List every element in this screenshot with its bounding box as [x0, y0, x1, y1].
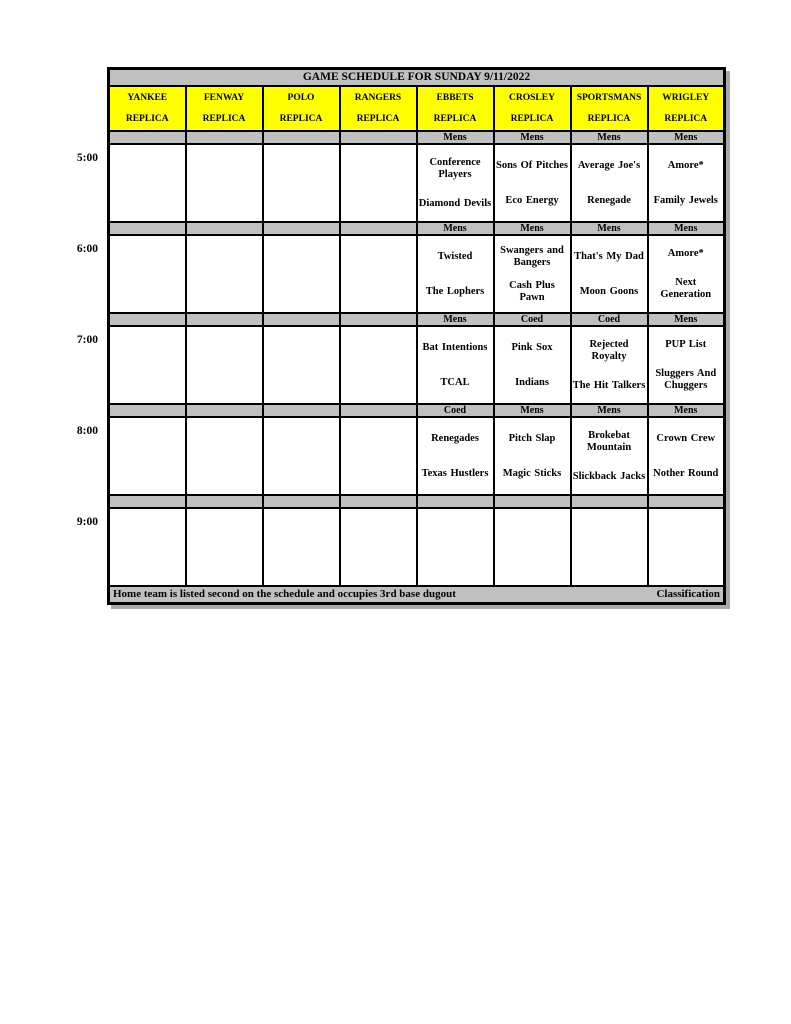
home-team-note: Home team is listed second on the schedule and occupies 3rd base dugout	[113, 588, 456, 601]
classification-cell: Coed	[494, 313, 571, 326]
classification-cell: Mens	[571, 222, 648, 235]
classification-cell: Mens	[494, 222, 571, 235]
classification-cell	[571, 495, 648, 508]
away-team: Average Joe's	[577, 159, 641, 171]
classification-cell	[340, 222, 417, 235]
classification-cell	[109, 313, 186, 326]
away-team: Pink Sox	[511, 341, 553, 353]
home-team: Diamond Devils	[418, 197, 492, 209]
field-name: FENWAY	[203, 93, 245, 103]
home-team: Texas Hustlers	[421, 467, 489, 479]
time-label-6: 6:00	[76, 243, 98, 255]
classification-cell	[417, 495, 494, 508]
classification-cell: Mens	[417, 222, 494, 235]
game-cell	[494, 144, 571, 222]
empty-game-cell	[340, 144, 417, 222]
field-header-sportsmans	[571, 86, 648, 131]
time-label-9: 9:00	[76, 516, 98, 528]
classification-cell: Mens	[571, 404, 648, 417]
game-row-6	[109, 235, 725, 313]
away-team: That's My Dad	[574, 250, 644, 262]
classification-cell	[263, 495, 340, 508]
field-sub: REPLICA	[125, 114, 169, 124]
field-header-rangers	[340, 86, 417, 131]
classification-cell	[494, 495, 571, 508]
field-header-yankee	[109, 86, 186, 131]
classification-cell	[263, 313, 340, 326]
schedule-table	[107, 67, 726, 605]
classification-cell	[109, 495, 186, 508]
away-team: Sons Of Pitches	[495, 159, 568, 171]
game-cell	[494, 326, 571, 404]
game-cell	[648, 235, 725, 313]
field-sub: REPLICA	[587, 114, 631, 124]
classification-row-7	[109, 313, 725, 326]
empty-game-cell	[263, 235, 340, 313]
classification-cell: Mens	[648, 404, 725, 417]
classification-cell: Mens	[648, 313, 725, 326]
field-sub: REPLICA	[510, 114, 554, 124]
game-cell	[417, 144, 494, 222]
classification-row-5	[109, 131, 725, 144]
game-cell	[648, 144, 725, 222]
field-header-crosley	[494, 86, 571, 131]
title-row	[109, 69, 725, 87]
classification-cell	[109, 131, 186, 144]
classification-label: Classification	[656, 588, 720, 601]
game-cell	[571, 144, 648, 222]
schedule-title: GAME SCHEDULE FOR SUNDAY 9/11/2022	[109, 69, 725, 87]
game-cell	[494, 417, 571, 495]
empty-game-cell	[263, 326, 340, 404]
away-team: Bat Intentions	[422, 341, 488, 353]
game-cell	[571, 417, 648, 495]
time-label-5: 5:00	[76, 152, 98, 164]
field-sub: REPLICA	[356, 114, 400, 124]
game-cell	[417, 417, 494, 495]
classification-cell	[186, 495, 263, 508]
classification-cell	[340, 495, 417, 508]
away-team: Twisted	[437, 250, 473, 262]
field-sub: REPLICA	[202, 114, 246, 124]
game-row-5	[109, 144, 725, 222]
classification-cell	[263, 404, 340, 417]
home-team: The Hit Talkers	[572, 379, 646, 391]
home-team: Renegade	[587, 194, 631, 206]
empty-game-cell	[109, 417, 186, 495]
field-header-row	[109, 86, 725, 131]
home-team: Next Generation	[660, 276, 712, 300]
away-team: Rejected Royalty	[589, 338, 629, 362]
game-cell	[417, 326, 494, 404]
field-sub: REPLICA	[664, 114, 708, 124]
field-sub: REPLICA	[433, 114, 477, 124]
classification-cell	[186, 222, 263, 235]
empty-game-cell	[186, 508, 263, 586]
field-header-wrigley	[648, 86, 725, 131]
home-team: The Lophers	[425, 285, 485, 297]
classification-cell: Mens	[494, 404, 571, 417]
home-team: TCAL	[440, 376, 470, 388]
empty-game-cell	[186, 326, 263, 404]
field-name: YANKEE	[127, 93, 168, 103]
field-name: RANGERS	[354, 93, 402, 103]
time-label-7: 7:00	[76, 334, 98, 346]
home-team: Slickback Jacks	[572, 470, 646, 482]
footer-row	[109, 586, 725, 603]
empty-game-cell	[109, 235, 186, 313]
game-row-7	[109, 326, 725, 404]
classification-cell: Coed	[417, 404, 494, 417]
away-team: Amore*	[667, 247, 704, 259]
classification-cell	[340, 131, 417, 144]
game-cell	[571, 235, 648, 313]
classification-cell: Coed	[571, 313, 648, 326]
classification-cell	[340, 313, 417, 326]
empty-game-cell	[109, 508, 186, 586]
field-header-ebbets	[417, 86, 494, 131]
empty-game-cell	[340, 417, 417, 495]
empty-game-cell	[186, 144, 263, 222]
classification-cell	[109, 222, 186, 235]
game-cell	[417, 235, 494, 313]
classification-cell: Mens	[648, 131, 725, 144]
away-team: Conference Players	[429, 156, 481, 180]
empty-game-cell	[109, 144, 186, 222]
field-name: POLO	[287, 93, 315, 103]
empty-game-cell	[494, 508, 571, 586]
game-cell	[571, 326, 648, 404]
away-team: Pitch Slap	[508, 432, 556, 444]
home-team: Magic Sticks	[502, 467, 562, 479]
field-sub: REPLICA	[279, 114, 323, 124]
classification-row-8	[109, 404, 725, 417]
home-team: Cash Plus Pawn	[509, 279, 555, 303]
game-cell	[648, 326, 725, 404]
game-cell	[648, 417, 725, 495]
home-team: Moon Goons	[579, 285, 639, 297]
game-cell	[494, 235, 571, 313]
classification-cell	[263, 222, 340, 235]
classification-cell: Mens	[417, 313, 494, 326]
away-team: Brokebat Mountain	[586, 429, 632, 453]
away-team: Swangers and Bangers	[500, 244, 564, 268]
empty-game-cell	[109, 326, 186, 404]
classification-cell: Mens	[571, 131, 648, 144]
empty-game-cell	[571, 508, 648, 586]
field-name: SPORTSMANS	[576, 93, 642, 103]
empty-game-cell	[417, 508, 494, 586]
classification-cell	[340, 404, 417, 417]
away-team: PUP List	[665, 338, 707, 350]
game-row-8	[109, 417, 725, 495]
time-label-8: 8:00	[76, 425, 98, 437]
footer-cell	[109, 586, 725, 603]
empty-game-cell	[340, 235, 417, 313]
classification-cell	[648, 495, 725, 508]
empty-game-cell	[186, 235, 263, 313]
home-team: Family Jewels	[653, 194, 718, 206]
game-row-9	[109, 508, 725, 586]
classification-cell: Mens	[648, 222, 725, 235]
home-team: Nother Round	[653, 467, 719, 479]
home-team: Eco Energy	[505, 194, 559, 206]
field-name: WRIGLEY	[662, 93, 710, 103]
field-name: CROSLEY	[509, 93, 555, 103]
empty-game-cell	[263, 417, 340, 495]
field-name: EBBETS	[436, 93, 474, 103]
classification-cell	[186, 313, 263, 326]
away-team: Crown Crew	[656, 432, 716, 444]
classification-row-6	[109, 222, 725, 235]
home-team: Sluggers And Chuggers	[655, 367, 717, 391]
classification-cell	[186, 131, 263, 144]
away-team: Renegades	[431, 432, 479, 444]
empty-game-cell	[186, 417, 263, 495]
empty-game-cell	[648, 508, 725, 586]
field-header-polo	[263, 86, 340, 131]
classification-cell	[186, 404, 263, 417]
field-header-fenway	[186, 86, 263, 131]
empty-game-cell	[340, 326, 417, 404]
empty-game-cell	[263, 508, 340, 586]
classification-row-9	[109, 495, 725, 508]
classification-cell	[263, 131, 340, 144]
classification-cell: Mens	[417, 131, 494, 144]
classification-cell: Mens	[494, 131, 571, 144]
empty-game-cell	[340, 508, 417, 586]
empty-game-cell	[263, 144, 340, 222]
home-team: Indians	[515, 376, 549, 388]
away-team: Amore*	[667, 159, 704, 171]
classification-cell	[109, 404, 186, 417]
